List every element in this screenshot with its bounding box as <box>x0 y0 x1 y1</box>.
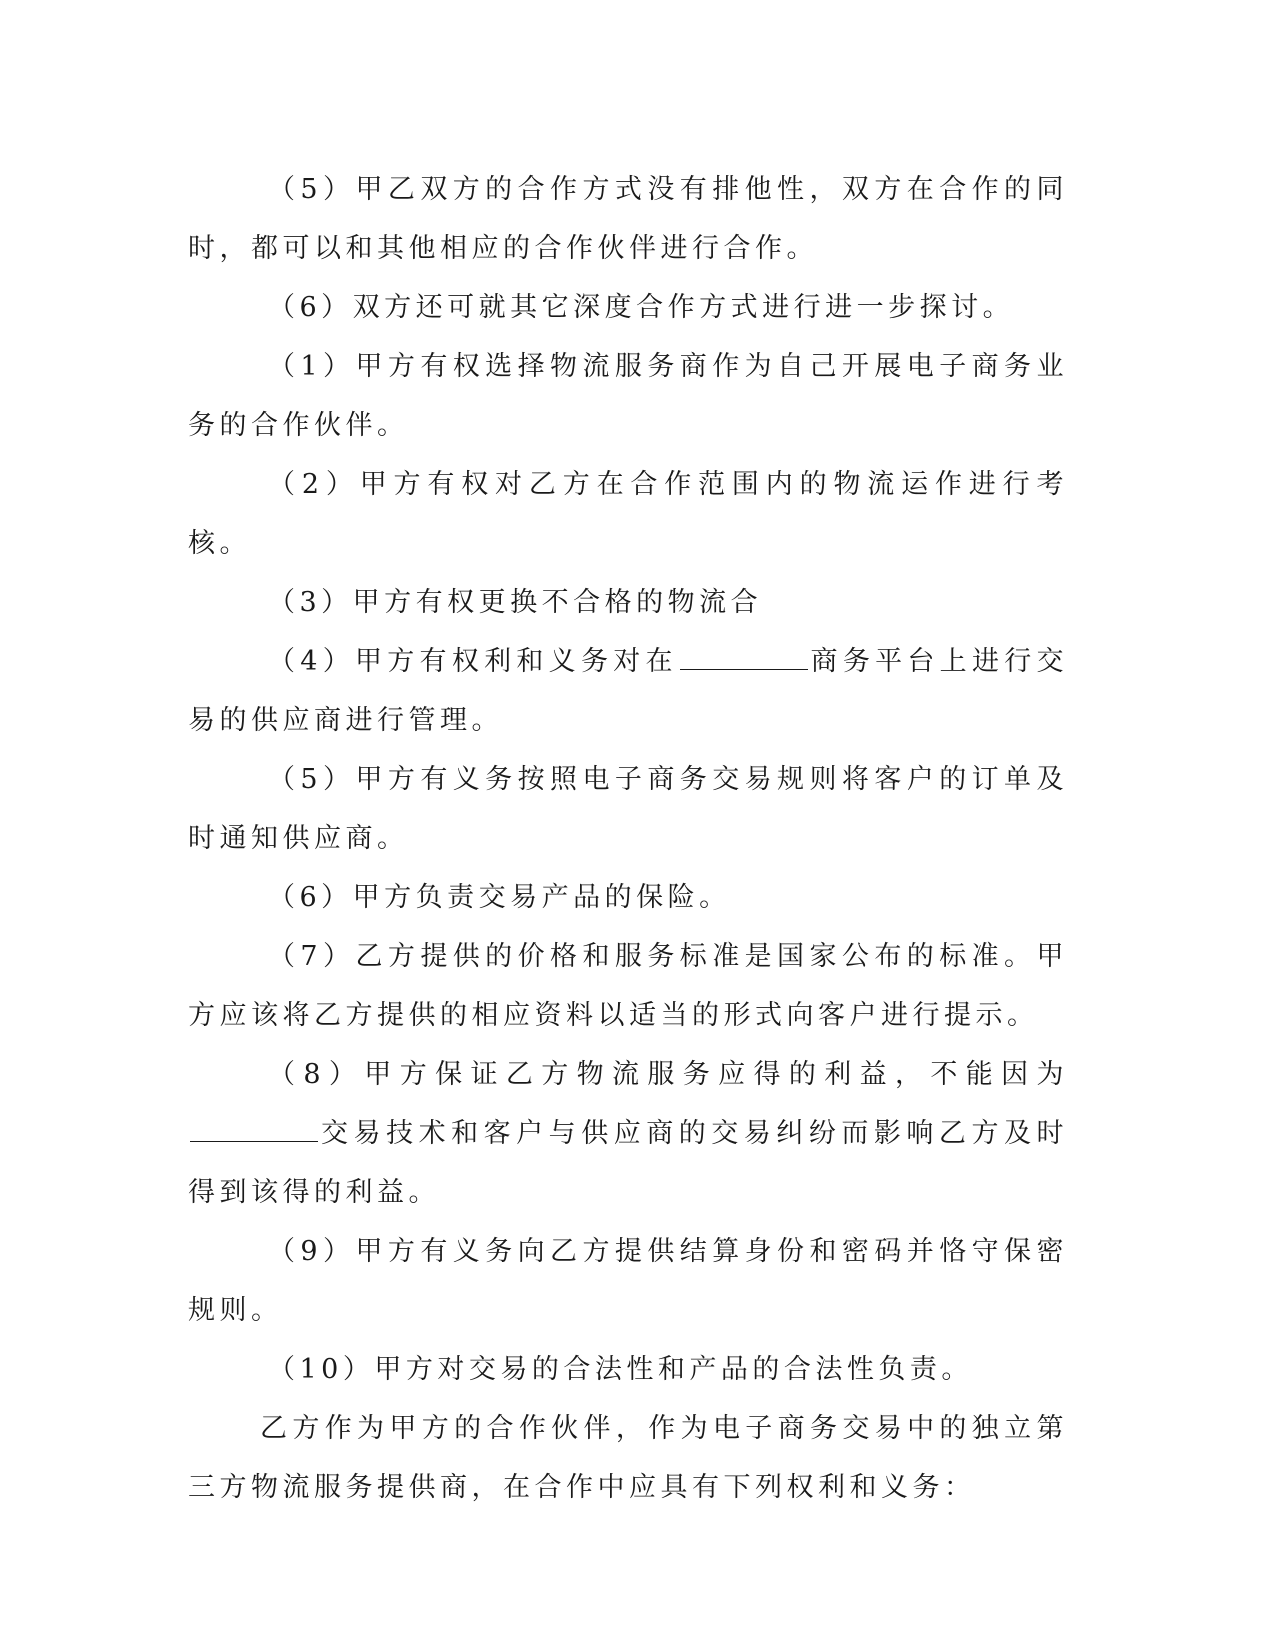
paragraph-party-a-right-3: （3）甲方有权更换不合格的物流合 <box>268 587 763 618</box>
fill-in-blank <box>680 647 808 670</box>
paragraph-clause-5-exclusivity: （5）甲乙双方的合作方式没有排他性，双方在合作的同时，都可以和其他相应的合作伙伴进行合作。 <box>188 174 1068 264</box>
fill-in-blank <box>190 1119 318 1142</box>
paragraph-party-a-duty-5: （5）甲方有义务按照电子商务交易规则将客户的订单及时通知供应商。 <box>188 764 1068 854</box>
paragraph-party-a-duty-8 <box>188 1045 1068 1222</box>
paragraph-party-a-right-4 <box>188 632 1068 750</box>
paragraph-party-a-duty-7: （7）乙方提供的价格和服务标准是国家公布的标准。甲方应该将乙方提供的相应资料以适当的形式向客户进行提示。 <box>188 941 1068 1031</box>
paragraph-party-a-right-2: （2）甲方有权对乙方在合作范围内的物流运作进行考核。 <box>188 469 1068 559</box>
paragraph-party-a-duty-6: （6）甲方负责交易产品的保险。 <box>268 882 731 913</box>
document-body <box>188 160 1068 1517</box>
paragraph-party-a-duty-9: （9）甲方有义务向乙方提供结算身份和密码并恪守保密规则。 <box>188 1236 1068 1326</box>
paragraph-text-after-blank: 交易技术和客户与供应商的交易纠纷而影响乙方及时得到该得的利益。 <box>188 1118 1068 1208</box>
paragraph-party-b-intro: 乙方作为甲方的合作伙伴，作为电子商务交易中的独立第三方物流服务提供商，在合作中应具有下列权利和义务： <box>188 1413 1068 1503</box>
paragraph-text-after-blank: 商务平台上进行交易的供应商进行管理。 <box>188 646 1068 736</box>
paragraph-party-a-right-1: （1）甲方有权选择物流服务商作为自己开展电子商务业务的合作伙伴。 <box>188 351 1068 441</box>
paragraph-clause-6-further-cooperation: （6）双方还可就其它深度合作方式进行进一步探讨。 <box>268 292 1015 323</box>
paragraph-text-before-blank: （8）甲方保证乙方物流服务应得的利益，不能因为 <box>268 1059 1068 1090</box>
paragraph-party-a-duty-10: （10）甲方对交易的合法性和产品的合法性负责。 <box>268 1354 973 1385</box>
paragraph-text-before-blank: （4）甲方有权利和义务对在 <box>268 646 678 677</box>
